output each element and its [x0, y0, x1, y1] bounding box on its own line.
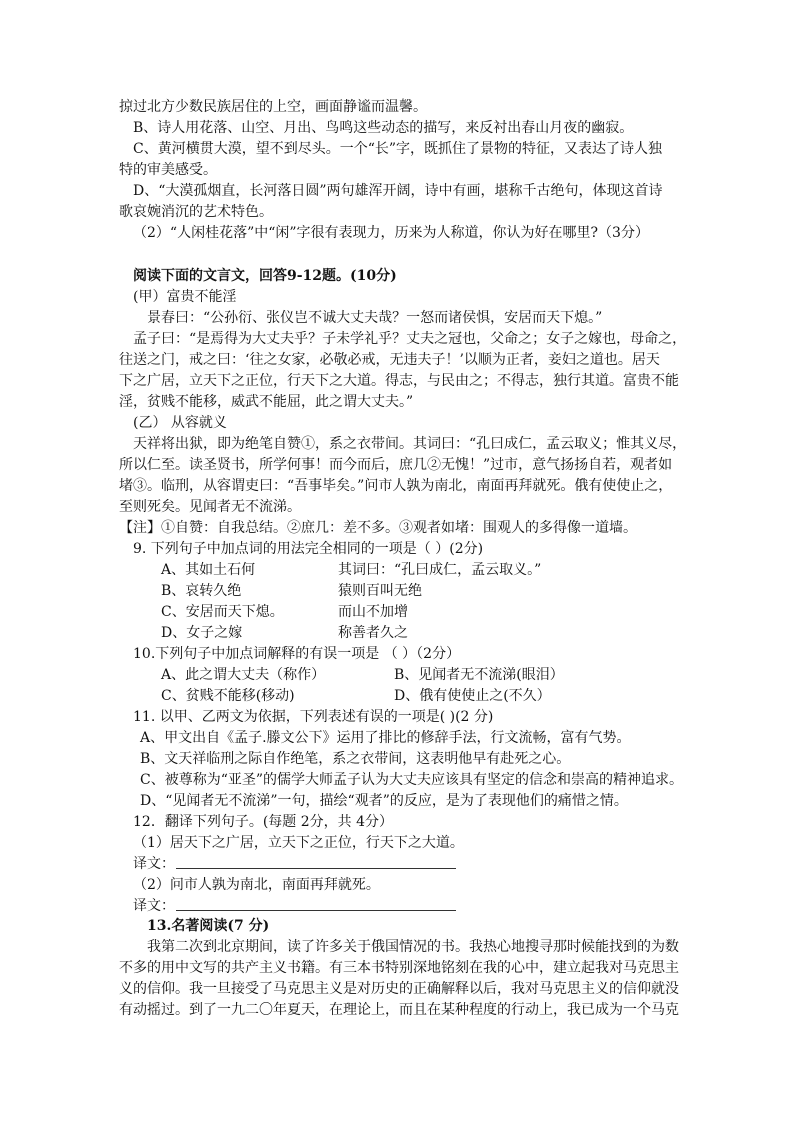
q12-sentence-1: （1）居天下之广居，立天下之正位，行天下之大道。 [133, 835, 464, 851]
passage-jia-title: (甲）富贵不能淫 [133, 289, 237, 305]
q12-yiwen-label: 译文： [133, 856, 175, 872]
option-c-line1: C、黄河横贯大漠，望不到尽头。一个“长”字，既抓住了景物的特征，又表达了诗人独 [133, 141, 663, 157]
q9-option-left: B、哀转久绝 [161, 583, 242, 599]
passage-jia-line: 孟子曰：“是焉得为大丈夫乎？子未学礼乎？丈夫之冠也，父命之；女子之嫁也，母命之， [133, 331, 687, 347]
q9-option-left: C、安居而天下熄。 [161, 604, 284, 620]
passage-yi-line: 天祥将出狱，即为绝笔自赞①，系之衣带间。其词曰：“孔曰成仁，孟云取义；惟其义尽， [133, 436, 687, 452]
q10-option-right: D、俄有使使止之(不久） [394, 688, 551, 704]
option-d-line1: D、“大漠孤烟直，长河落日圆”两句雄浑开阔，诗中有画，堪称千古绝句，体现这首诗 [133, 183, 663, 199]
answer-line[interactable] [176, 910, 456, 911]
question-12-stem: 12．翻译下列句子。(每题 2分，共 4分） [133, 814, 393, 830]
q10-option-left: A、此之谓大丈夫（称作） [161, 667, 326, 683]
q9-option-left: D、女子之嫁 [161, 625, 243, 641]
q9-option-right: 猿则百叫无绝 [338, 583, 422, 599]
passage-jia-line: 景春曰：“公孙衍、张仪岂不诚大丈夫哉？一怒而诸侯惧，安居而天下熄。” [147, 310, 603, 326]
q11-option: C、被尊称为“亚圣”的儒学大师孟子认为大丈夫应该具有坚定的信念和崇高的精神追求。 [140, 772, 684, 788]
passage-yi-line: 堵③。临刑，从容谓吏曰：“吾事毕矣。”问市人孰为南北，南面再拜就死。俄有使使止之， [119, 478, 673, 494]
annotation-note: 【注】①自赞：自我总结。②庶几：差不多。③观者如堵：围观人的多得像一道墙。 [119, 520, 637, 536]
option-d-line2: 歌哀婉消沉的艺术特色。 [119, 204, 273, 220]
question-9-stem: 9. 下列句子中加点词的用法完全相同的一项是（ ）(2分) [133, 541, 484, 557]
q10-option-left: C、贫贱不能移(移动) [161, 688, 295, 704]
passage-jia-line: 淫，贫贱不能移，威武不能屈，此之谓大丈夫。” [119, 394, 414, 410]
passage-jia-line: 往送之门，戒之曰：‘往之女家，必敬必戒，无违夫子！’以顺为正者，妾妇之道也。居天 [119, 352, 660, 368]
q9-option-left: A、其如土石何 [161, 562, 256, 578]
q9-option-right: 称善者久之 [338, 625, 408, 641]
option-a-tail: 掠过北方少数民族居住的上空，画面静谧而温馨。 [119, 99, 427, 115]
passage-yi-title: (乙） 从容就义 [133, 415, 227, 431]
q12-yiwen-label: 译文： [133, 898, 175, 914]
q9-option-right: 其词曰：“孔曰成仁，孟云取义。” [338, 562, 542, 578]
question-2-stem: （2）“人闲桂花落”中“闲”字很有表现力，历来为人称道，你认为好在哪里?（3分） [133, 225, 649, 241]
q12-sentence-2: （2）问市人孰为南北，南面再拜就死。 [133, 877, 380, 893]
answer-line[interactable] [176, 868, 456, 869]
question-11-stem: 11. 以甲、乙两文为依据，下列表述有误的一项是( )(2 分) [133, 709, 494, 725]
q13-passage-line: 义的信仰。我一旦接受了马克思主义是对历史的正确解释以后，我对马克思主义的信仰就没 [119, 981, 679, 997]
option-b: B、诗人用花落、山空、月出、鸟鸣这些动态的描写，来反衬出春山月夜的幽寂。 [133, 120, 634, 136]
option-c-line2: 特的审美感受。 [119, 162, 217, 178]
q13-passage-line: 有动摇过。到了一九二〇年夏天，在理论上，而且在某种程度的行动上，我已成为一个马克 [119, 1002, 679, 1018]
passage-jia-line: 下之广居，立天下之正位，行天下之大道。得志，与民由之；不得志，独行其道。富贵不能 [119, 373, 679, 389]
q10-option-right: B、见闻者无不流涕(眼泪） [394, 667, 564, 683]
q9-option-right: 而山不加增 [338, 604, 408, 620]
passage-yi-line: 至则死矣。见闻者无不流涕。 [119, 499, 301, 515]
question-13-heading: 13.名著阅读(7 分) [147, 918, 270, 934]
question-10-stem: 10.下列句子中加点词解释的有误一项是 （ ）（2分） [133, 646, 461, 662]
q13-passage-line: 不多的用中文写的共产主义书籍。有三本书特别深地铭刻在我的心中，建立起我对马克思主 [119, 960, 679, 976]
reading-heading: 阅读下面的文言文，回答9-12题。(10分) [133, 268, 397, 284]
q11-option: B、文天祥临刑之际自作绝笔，系之衣带间，这表明他早有赴死之心。 [140, 751, 571, 767]
q11-option: A、甲文出自《孟子.滕文公下》运用了排比的修辞手法，行文流畅，富有气势。 [140, 730, 631, 746]
passage-yi-line: 所以仁至。读圣贤书，所学何事！而今而后，庶几②无愧！”过市，意气扬扬自若，观者如 [119, 457, 673, 473]
q11-option: D、“见闻者无不流涕”一句，描绘“观者”的反应，是为了表现他们的痛惜之情。 [140, 793, 628, 809]
q13-passage-line: 我第二次到北京期间，读了许多关于俄国情况的书。我热心地搜寻那时候能找到的为数 [147, 939, 679, 955]
